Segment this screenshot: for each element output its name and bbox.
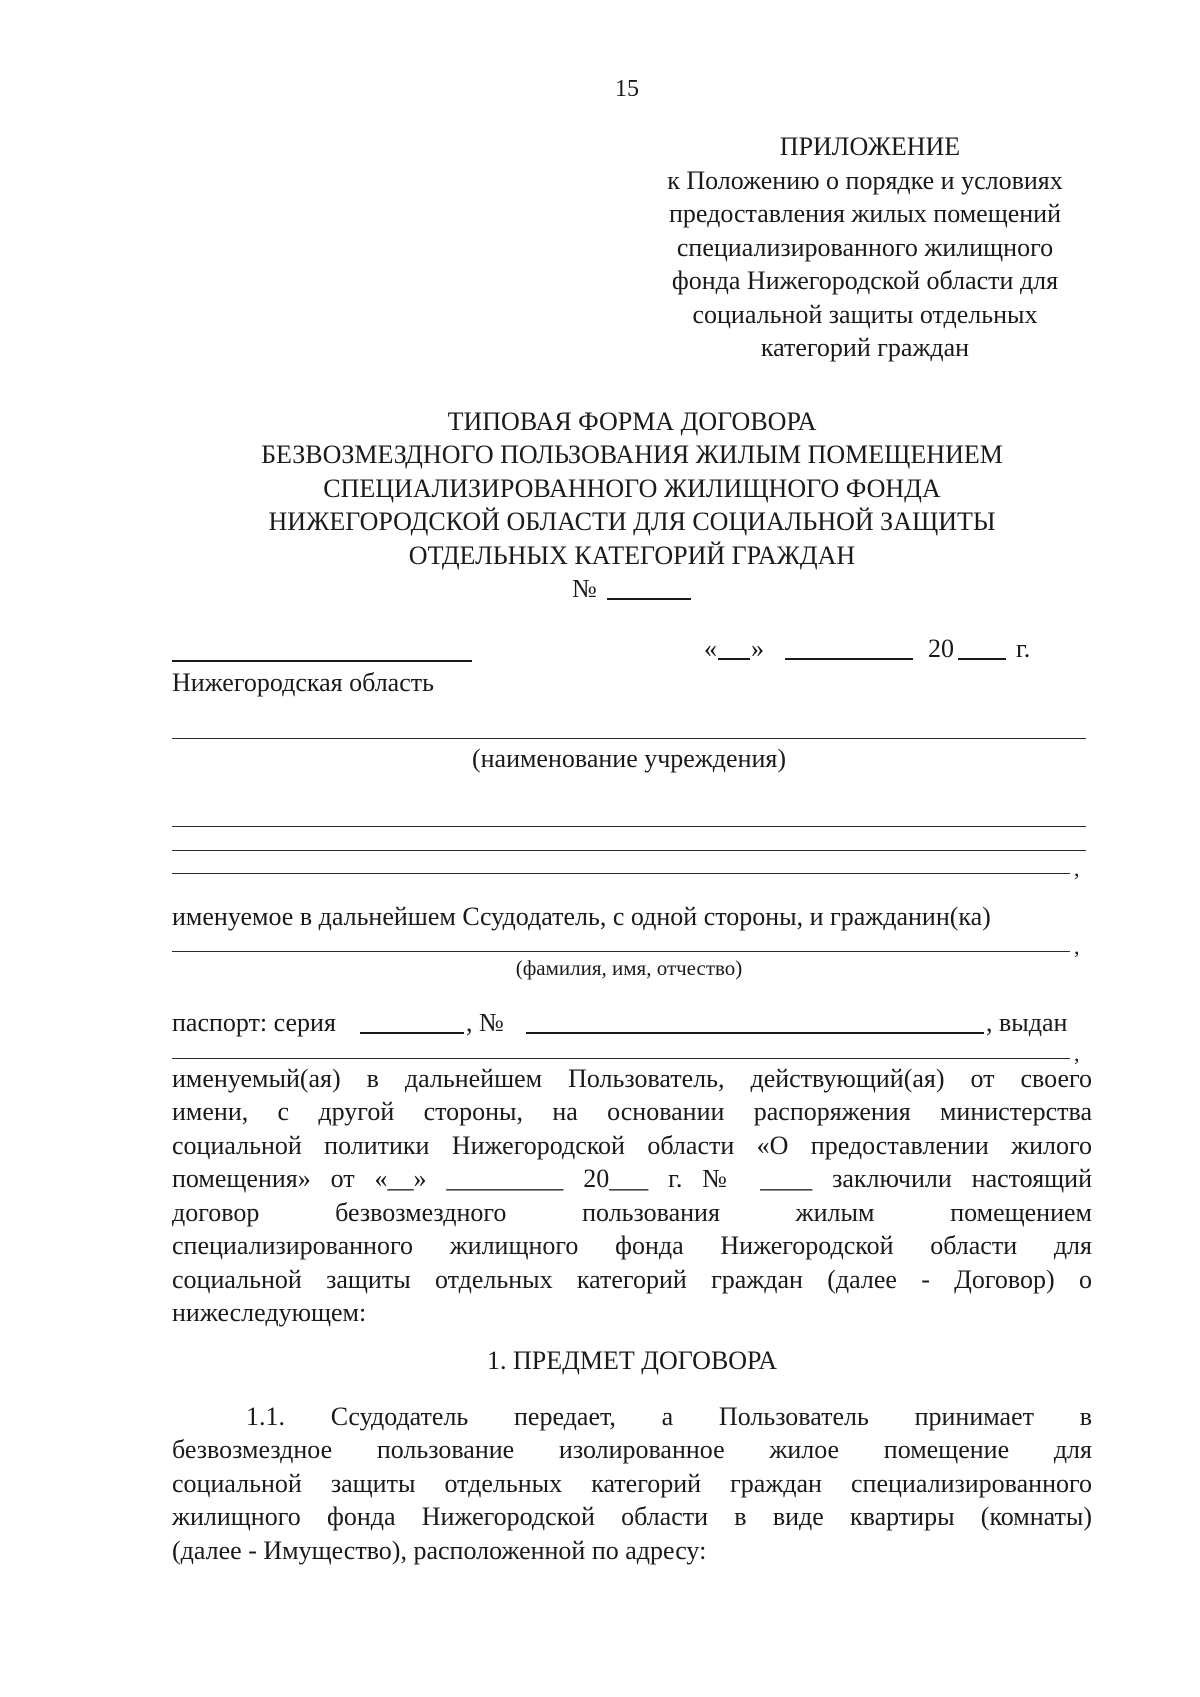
place-blank [172, 660, 472, 662]
fio-caption: (фамилия, имя, отчество) [515, 956, 743, 980]
passport-number-blank [526, 1032, 984, 1034]
passport-series-blank [360, 1032, 464, 1034]
section-paragraph-line: социальной защиты отдельных категорий граждан специализированного [172, 1469, 1092, 1498]
appendix-heading: ПРИЛОЖЕНИЕ [779, 132, 961, 161]
passport-issued-label: , выдан [986, 1008, 1068, 1037]
date-quote-open: « [704, 634, 717, 663]
contract-number-blank [607, 598, 691, 600]
appendix-line: категорий граждан [760, 333, 970, 362]
issued-by-blank [172, 1058, 1070, 1059]
document-title-line: ОТДЕЛЬНЫХ КАТЕГОРИЙ ГРАЖДАН [408, 541, 856, 570]
document-title-line: СПЕЦИАЛИЗИРОВАННОГО ЖИЛИЩНОГО ФОНДА [323, 474, 941, 503]
intro-paragraph-line: нижеследующем: [172, 1298, 367, 1327]
appendix-line: предоставления жилых помещений [668, 199, 1062, 228]
details-comma: , [1074, 856, 1080, 881]
appendix-line: социальной защиты отдельных [692, 300, 1038, 329]
date-day-blank [718, 658, 750, 660]
details-line-3 [172, 873, 1070, 874]
details-line-2 [172, 850, 1086, 851]
passport-number-label: , № [466, 1008, 504, 1037]
date-year-suffix: г. [1016, 634, 1031, 663]
appendix-line: специализированного жилищного [676, 233, 1054, 262]
institution-blank [172, 738, 1086, 739]
intro-paragraph-line: имени, с другой стороны, на основании распоряжения министерства [172, 1097, 1092, 1126]
intro-paragraph-line: специализированного жилищного фонда Нижегородской области для [172, 1231, 1092, 1260]
issued-comma: , [1074, 1041, 1080, 1066]
section-paragraph-line: (далее - Имущество), расположенной по адресу: [172, 1536, 707, 1565]
passport-series-label: паспорт: серия [172, 1008, 336, 1037]
section-paragraph-line: безвозмездное пользование изолированное жилое помещение для [172, 1435, 1092, 1464]
appendix-line: к Положению о порядке и условиях [667, 166, 1063, 195]
party-line: именуемое в дальнейшем Ссудодатель, с одной стороны, и гражданин(ка) [172, 902, 991, 931]
date-quote-close: » [751, 634, 764, 663]
appendix-line: фонда Нижегородской области для [671, 266, 1059, 295]
document-title-line: ТИПОВАЯ ФОРМА ДОГОВОРА [447, 407, 817, 436]
contract-number-label: № [572, 574, 597, 603]
section-paragraph-line: 1.1. Ссудодатель передает, а Пользователь принимает в [246, 1402, 1092, 1431]
date-month-blank [785, 658, 913, 660]
region-label: Нижегородская область [172, 668, 434, 697]
intro-paragraph-line: помещения» от «__» _________ 20___ г. № ____ заключили настоящий [172, 1164, 1092, 1193]
section-paragraph-line: жилищного фонда Нижегородской области в виде квартиры (комнаты) [172, 1502, 1092, 1531]
intro-paragraph-line: именуемый(ая) в дальнейшем Пользователь, действующий(ая) от своего [172, 1064, 1092, 1093]
intro-paragraph-line: договор безвозмездного пользования жилым помещением [172, 1198, 1092, 1227]
intro-paragraph-line: социальной защиты отдельных категорий граждан (далее - Договор) о [172, 1265, 1092, 1294]
institution-caption: (наименование учреждения) [471, 744, 787, 773]
document-title-line: БЕЗВОЗМЕЗДНОГО ПОЛЬЗОВАНИЯ ЖИЛЫМ ПОМЕЩЕНИЕМ [261, 440, 1003, 469]
date-year-prefix: 20 [928, 634, 954, 663]
date-year-blank [958, 658, 1006, 660]
intro-paragraph-line: социальной политики Нижегородской области «О предоставлении жилого [172, 1131, 1092, 1160]
fio-comma: , [1074, 934, 1080, 959]
details-line-1 [172, 826, 1086, 827]
page-number: 15 [615, 76, 639, 102]
fio-blank [172, 951, 1070, 952]
document-title-line: НИЖЕГОРОДСКОЙ ОБЛАСТИ ДЛЯ СОЦИАЛЬНОЙ ЗАЩИТЫ [268, 507, 996, 536]
section-heading: 1. ПРЕДМЕТ ДОГОВОРА [487, 1346, 777, 1375]
